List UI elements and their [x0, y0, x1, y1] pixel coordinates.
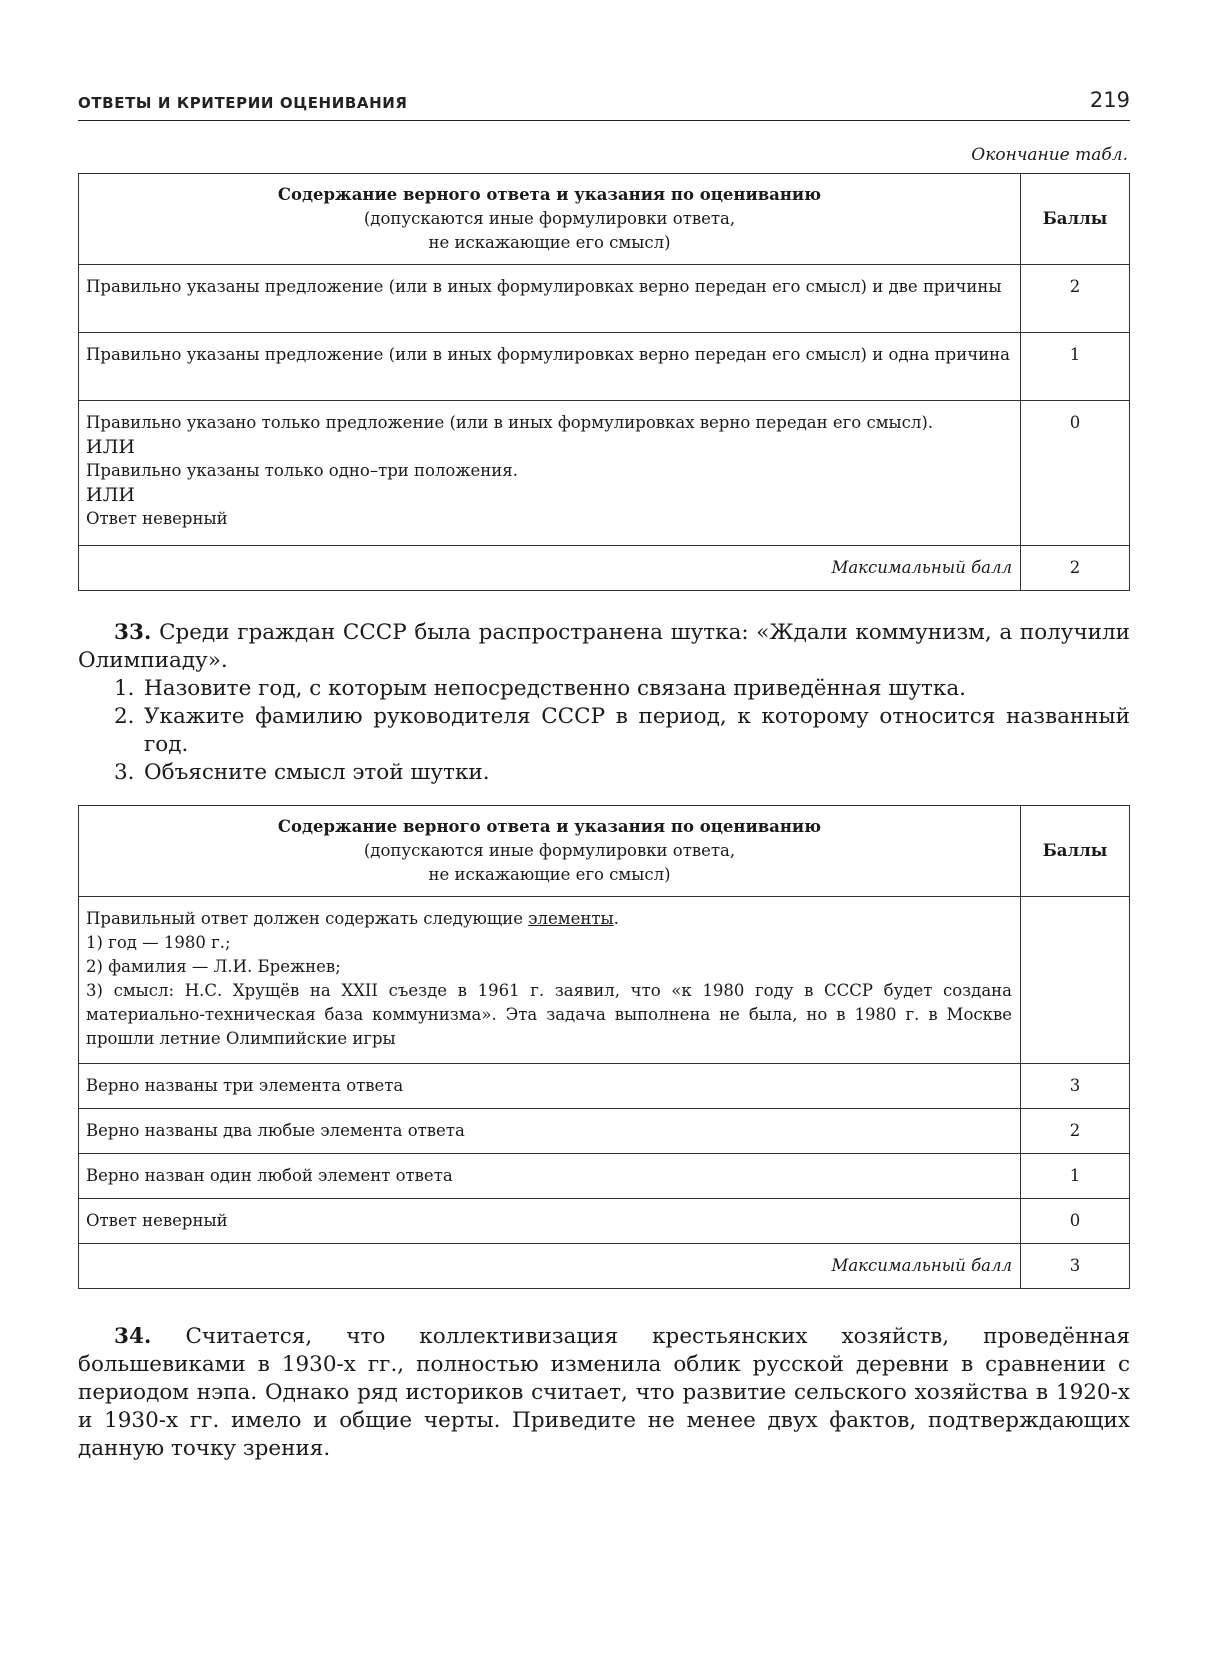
question-items: [78, 675, 1130, 787]
criteria-header: Содержание верного ответа и указания по оцениванию (допускаются иные формулировки ответа, не искажающие его смысл): [79, 174, 1021, 265]
criterion-text: Верно назван один любой элемент ответа: [79, 1154, 1021, 1199]
criterion-points: [1021, 897, 1130, 1064]
list-item: 3. Объясните смысл этой шутки.: [114, 760, 490, 785]
question-number: 34.: [114, 1324, 152, 1349]
criterion-text: Верно названы два любые элемента ответа: [79, 1109, 1021, 1154]
question-text: Считается, что коллективизация крестьянских хозяйств, проведённая большевиками в 1930-х гг., полностью изменила облик русской деревни в сравнении с периодом нэпа. Однако ряд историков считает, что развитие сельского хозяйства в 1920-х и 1930-х гг. имело и общие черты. Приведите не менее двух фактов, подтверждающих данную точку зрения.: [78, 1324, 1130, 1461]
criterion-text: Правильно указано только предложение (или в иных формулировках верно передан его смысл). ИЛИ Правильно указаны только одно–три положения. ИЛИ Ответ неверный: [79, 401, 1021, 546]
table-row: [79, 1109, 1130, 1154]
table-header-row: [79, 174, 1130, 265]
list-item: 2. Укажите фамилию руководителя СССР в период, к которому относится названный год.: [114, 704, 1130, 757]
table-row: [79, 333, 1130, 401]
criteria-header: Содержание верного ответа и указания по оцениванию (допускаются иные формулировки ответа, не искажающие его смысл): [79, 806, 1021, 897]
table-row: [79, 1064, 1130, 1109]
rubric-table-32: [78, 173, 1130, 591]
max-score-row: [79, 546, 1130, 591]
list-item: 1. Назовите год, с которым непосредственно связана приведённая шутка.: [114, 676, 967, 701]
criterion-text: Правильно указаны предложение (или в иных формулировках верно передан его смысл) и две причины: [79, 265, 1021, 333]
criterion-points: 1: [1021, 1154, 1130, 1199]
table-row: [79, 1154, 1130, 1199]
criterion-points: 3: [1021, 1064, 1130, 1109]
criterion-points: 0: [1021, 1199, 1130, 1244]
question-33: [78, 619, 1130, 787]
points-header: Баллы: [1021, 174, 1130, 265]
table-row: [79, 401, 1130, 546]
criterion-text: Верно названы три элемента ответа: [79, 1064, 1021, 1109]
answer-elements: Правильный ответ должен содержать следующие элементы. 1) год — 1980 г.; 2) фамилия — Л.И. Брежнев; 3) смысл: Н.С. Хрущёв на XXII съезде в 1961 г. заявил, что «к 1980 году в СССР будет создана материально-техническая база коммунизма». Эта задача выполнена не была, но в 1980 г. в Москве прошли летние Олимпийские игры: [79, 897, 1021, 1064]
criterion-points: 2: [1021, 265, 1130, 333]
criterion-text: Ответ неверный: [79, 1199, 1021, 1244]
max-score-row: [79, 1244, 1130, 1289]
max-score-label: Максимальный балл: [79, 546, 1021, 591]
table-header-row: [79, 806, 1130, 897]
header-title: ОТВЕТЫ И КРИТЕРИИ ОЦЕНИВАНИЯ: [78, 94, 408, 112]
points-header: Баллы: [1021, 806, 1130, 897]
answer-row: [79, 897, 1130, 1064]
max-score-value: 2: [1021, 546, 1130, 591]
max-score-value: 3: [1021, 1244, 1130, 1289]
criterion-points: 0: [1021, 401, 1130, 546]
criterion-points: 2: [1021, 1109, 1130, 1154]
page-number: 219: [1089, 88, 1130, 112]
rubric-table-33: [78, 805, 1130, 1289]
table-row: [79, 265, 1130, 333]
continuation-note: Окончание табл.: [971, 145, 1128, 165]
question-text: Среди граждан СССР была распространена шутка: «Ждали коммунизм, а получили Олимпиаду».: [78, 620, 1130, 673]
question-34: [78, 1323, 1130, 1463]
table-row: [79, 1199, 1130, 1244]
criterion-text: Правильно указаны предложение (или в иных формулировках верно передан его смысл) и одна причина: [79, 333, 1021, 401]
max-score-label: Максимальный балл: [79, 1244, 1021, 1289]
page: [78, 88, 1130, 1463]
question-number: 33.: [114, 620, 152, 645]
criterion-points: 1: [1021, 333, 1130, 401]
running-header: [78, 88, 1130, 121]
